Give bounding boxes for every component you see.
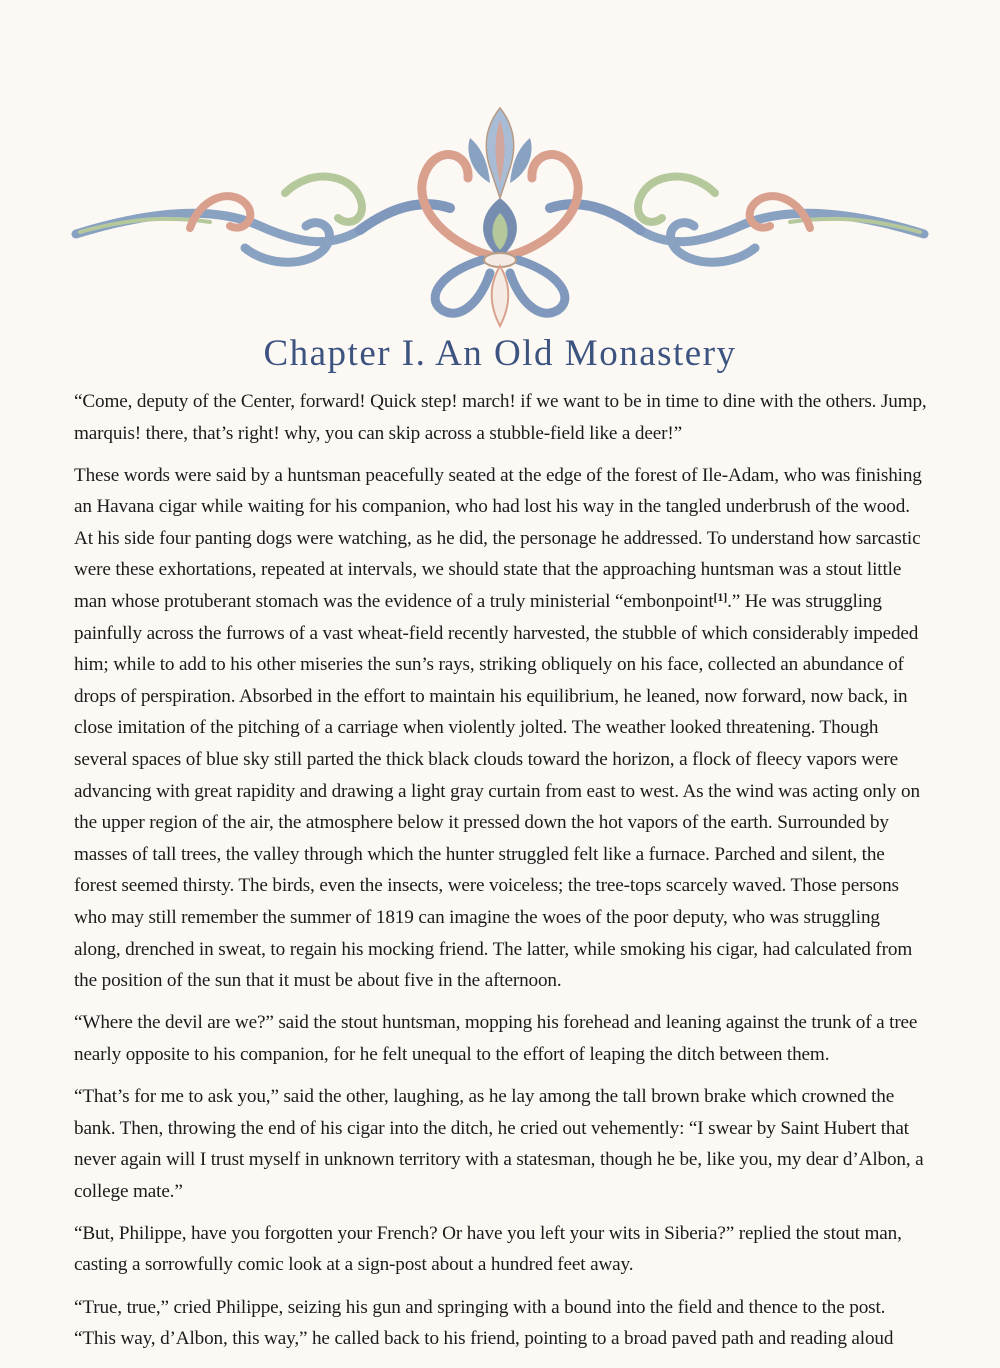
paragraph: “Come, deputy of the Center, forward! Quick step! march! if we want to be in time to dine with the others. Jump, marquis! there, that’s right! why, you can skip across a stubble-field like a deer!”	[74, 391, 927, 444]
paragraph: “True, true,” cried Philippe, seizing his gun and springing with a bound into the field and thence to the post. “This way, d’Albon, this way,” he called back to his friend, pointing to a broad paved path and reading aloud	[74, 1296, 894, 1350]
footnote-link[interactable]: [1]	[713, 590, 728, 605]
paragraph-text: .” He was struggling painfully across the furrows of a vast wheat-field recently harvested, the stubble of which considerably impeded him; while to add to his other miseries the sun’s rays, striking obliquely on his face, collected an abundance of drops of perspiration. Absorbed in the effort to maintain his equilibrium, he leaned, now forward, now back, in close imitation of the pitching of a carriage when violently jolted. The weather looked threatening. Though several spaces of blue sky still parted the thick black clouds toward the horizon, a flock of fleecy vapors were advancing with great rapidity and drawing a light gray curtain from east to west. As the wind was acting only on the upper region of the air, the atmosphere below it pressed down the hot vapors of the earth. Surrounded by masses of tall trees, the valley through which the hunter struggled felt like a furnace. Parched and silent, the forest seemed thirsty. The birds, even the insects, were voiceless; the tree-tops scarcely waved. Those persons who may still remember the summer of 1819 can imagine the woes of the poor deputy, who was struggling along, drenched in sweat, to regain his mocking friend. The latter, while smoking his cigar, had calculated from the position of the sun that it must be about five in the afternoon.	[74, 591, 920, 992]
chapter-title: Chapter I. An Old Monastery	[263, 333, 737, 374]
paragraph: “Where the devil are we?” said the stout huntsman, mopping his forehead and leaning against the trunk of a tree nearly opposite to his companion, for he felt unequal to the effort of leaping the ditch between them.	[74, 1012, 918, 1065]
paragraph	[74, 460, 930, 997]
floral-scroll-ornament-icon	[70, 98, 930, 333]
paragraph: “But, Philippe, have you forgotten your French? Or have you left your wits in Siberia?” replied the stout man, casting a sorrowfully comic look at a sign-post about a hundred feet away.	[74, 1222, 902, 1276]
paragraph: “That’s for me to ask you,” said the other, laughing, as he lay among the tall brown brake which crowned the bank. Then, throwing the end of his cigar into the ditch, he cried out vehemently: “I swear by Saint Hubert that never again will I trust myself in unknown territory with a statesman, though he be, like you, my dear d’Albon, a college mate.”	[74, 1085, 924, 1202]
paragraph-text: These words were said by a huntsman peacefully seated at the edge of the forest of Ile-Adam, who was finishing an Havana cigar while waiting for his companion, who had lost his way in the tangled underbrush of the wood. At his side four panting dogs were watching, as he did, the personage he addressed. To understand how sarcastic were these exhortations, repeated at intervals, we should state that the approaching huntsman was a stout little man whose protuberant stomach was the evidence of a truly ministerial “embonpoint	[74, 464, 922, 613]
chapter-text	[74, 386, 930, 1365]
